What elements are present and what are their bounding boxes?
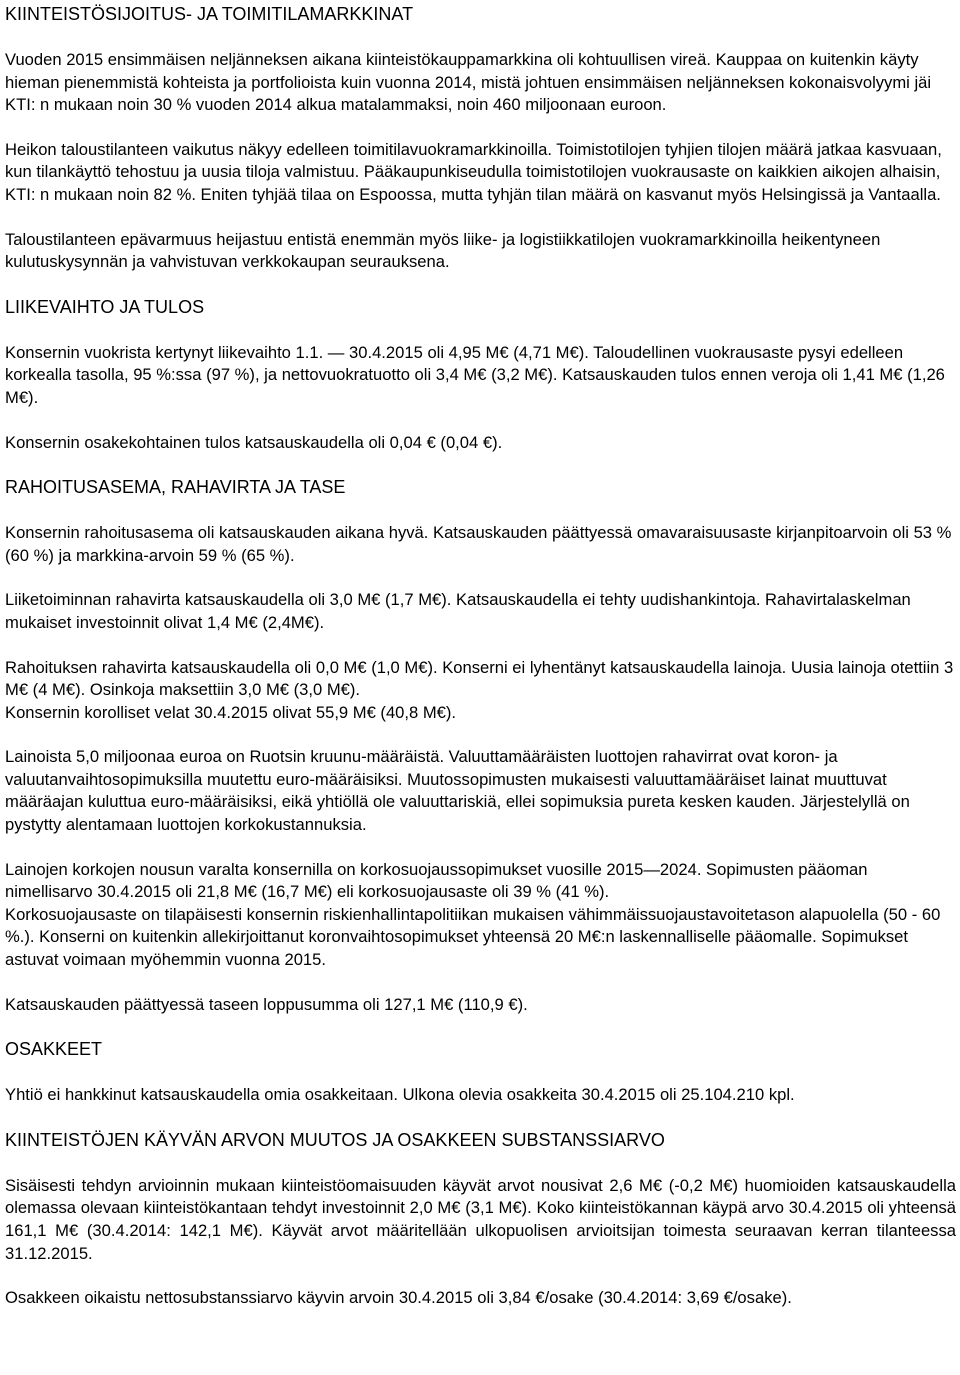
section-revenue (5, 296, 956, 454)
paragraph: Konsernin osakekohtainen tulos katsauskaudella oli 0,04 € (0,04 €). (5, 432, 503, 452)
paragraph: Heikon taloustilanteen vaikutus näkyy edelleen toimitilavuokramarkkinoilla. Toimistotilojen tyhjien tilojen määrä jatkaa kasvuaan, kun tilankäyttö tehostuu ja uusia tiloja valmistuu. Pääkaupunkiseudulla toimistotilojen vuokrausaste on kaikkien aikojen alhaisin, KTI: n mukaan noin 82 %. Eniten tyhjää tilaa on Espoossa, mutta tyhjän tilan määrä on kasvanut myös Helsingissä ja Vantaalla. (5, 139, 942, 204)
paragraph: Katsauskauden päättyessä taseen loppusumma oli 127,1 M€ (110,9 €). (5, 994, 528, 1014)
paragraph: Sisäisesti tehdyn arvioinnin mukaan kiinteistöomaisuuden käyvät arvot nousivat 2,6 M€ (-0,2 M€) huomioiden katsauskaudella olemassa olevaan kiinteistökantaan tehdyt investoinnit 2,0 M€ (3,1 M€). Koko kiinteistökannan käypä arvo 30.4.2015 oli yhteensä 161,1 M€ (30.4.2014: 142,1 M€). Käyvät arvot määritellään ulkopuolisen arvioitsijan toimesta seuraavan kerran tilanteessa 31.12.2015. (5, 1175, 956, 1263)
section-heading: RAHOITUSASEMA, RAHAVIRTA JA TASE (5, 477, 346, 498)
paragraph: Taloustilanteen epävarmuus heijastuu entistä enemmän myös liike- ja logistiikkatilojen vuokramarkkinoilla heikentyneen kulutuskysynnän ja vahvistuvan verkkokaupan seurauksena. (5, 229, 881, 272)
section-heading: KIINTEISTÖJEN KÄYVÄN ARVON MUUTOS JA OSAKKEEN SUBSTANSSIARVO (5, 1129, 665, 1150)
paragraph: Rahoituksen rahavirta katsauskaudella oli 0,0 M€ (1,0 M€). Konserni ei lyhentänyt katsauskaudella lainoja. Uusia lainoja otettiin 3 M€ (4 M€). Osinkoja maksettiin 3,0 M€ (3,0 M€). Konsernin korolliset velat 30.4.2015 olivat 55,9 M€ (40,8 M€). (5, 657, 954, 722)
paragraph: Osakkeen oikaistu nettosubstanssiarvo käyvin arvoin 30.4.2015 oli 3,84 €/osake (30.4.2014: 3,69 €/osake). (5, 1288, 792, 1308)
paragraph: Liiketoiminnan rahavirta katsauskaudella oli 3,0 M€ (1,7 M€). Katsauskaudella ei tehty uudishankintoja. Rahavirtalaskelman mukaiset investoinnit olivat 1,4 M€ (2,4M€). (5, 590, 911, 632)
paragraph: Lainojen korkojen nousun varalta konsernilla on korkosuojaussopimukset vuosille 2015—2024. Sopimusten pääoman nimellisarvo 30.4.2015 oli 21,8 M€ (16,7 M€) eli korkosuojausaste oli 39 % (41 %). Korkosuojausaste on tilapäisesti konsernin riskienhallintapolitiikan mukaisen vähimmäissuojaustavoitetason alapuolella (50 - 60 %.). Konserni on kuitenkin allekirjoittanut koronvaihtosopimukset yhteensä 20 M€:n laskennalliselle pääomalle. Sopimukset astuvat voimaan myöhemmin vuonna 2015. (5, 859, 941, 970)
paragraph: Konsernin rahoitusasema oli katsauskauden aikana hyvä. Katsauskauden päättyessä omavaraisuusaste kirjanpitoarvoin oli 53 % (60 %) ja markkina-arvoin 59 % (65 %). (5, 523, 952, 565)
section-fair-value (5, 1129, 956, 1310)
section-heading: LIIKEVAIHTO JA TULOS (5, 296, 205, 317)
section-financing (5, 476, 956, 1016)
paragraph: Vuoden 2015 ensimmäisen neljänneksen aikana kiinteistökauppamarkkina oli kohtuullisen vireä. Kauppaa on kuitenkin käyty hieman pienemmistä kohteista ja portfolioista kuin vuonna 2014, mistä johtuen ensimmäisen neljänneksen kokonaisvolyymi jäi KTI: n mukaan noin 30 % vuoden 2014 alkua matalammaksi, noin 460 miljoonaan euroon. (5, 50, 932, 115)
section-heading: OSAKKEET (5, 1039, 103, 1060)
paragraph: Yhtiö ei hankkinut katsauskaudella omia osakkeitaan. Ulkona olevia osakkeita 30.4.2015 oli 25.104.210 kpl. (5, 1085, 795, 1105)
section-market (5, 3, 956, 274)
paragraph: Lainoista 5,0 miljoonaa euroa on Ruotsin kruunu-määräistä. Valuuttamääräisten luottojen rahavirrat ovat koron- ja valuutanvaihtosopimuksilla muutettu euro-määräisiksi. Muutossopimusten mukaisesti valuuttamääräiset lainat muuttuvat määräajan kuluttua euro-määräisiksi, eikä yhtiöllä ole valuuttariskiä, ellei sopimuksia pureta kesken kauden. Järjestelyllä on pystytty alentamaan luottojen korkokustannuksia. (5, 747, 910, 835)
paragraph: Konsernin vuokrista kertynyt liikevaihto 1.1. — 30.4.2015 oli 4,95 M€ (4,71 M€). Taloudellinen vuokrausaste pysyi edelleen korkealla tasolla, 95 %:ssa (97 %), ja nettovuokratuotto oli 3,4 M€ (3,2 M€). Katsauskauden tulos ennen veroja oli 1,41 M€ (1,26 M€). (5, 342, 945, 407)
section-heading: KIINTEISTÖSIJOITUS- JA TOIMITILAMARKKINAT (5, 4, 414, 24)
section-shares (5, 1038, 956, 1107)
